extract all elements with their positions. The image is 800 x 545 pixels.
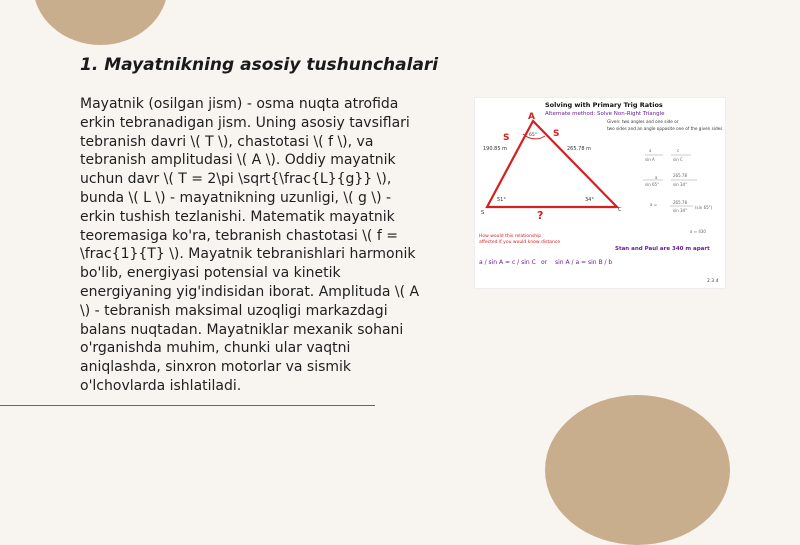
formula-1: a / sin A = c / sin C (479, 259, 536, 266)
formula-or: or (541, 259, 548, 266)
image-subheading: Alternate method: Solve Non-Right Triangle (545, 111, 665, 117)
decorative-circle-bottom (545, 395, 730, 545)
unknown-side-label: ? (537, 209, 544, 222)
worked-steps (643, 155, 697, 206)
note-line-2: affected if you would know distance (479, 240, 561, 245)
svg-text:265.78: 265.78 (673, 173, 687, 178)
image-given-line-2: two sides and an angle opposite one of the given sides (607, 126, 723, 131)
vertex-c-label: C (618, 207, 622, 213)
vertex-a-label: A (528, 112, 535, 122)
svg-text:(sin 65°): (sin 65°) (695, 205, 713, 210)
side-left-length: 190.85 m (483, 146, 507, 152)
svg-text:a ≈ 430: a ≈ 430 (690, 229, 706, 234)
svg-text:265.78: 265.78 (673, 200, 687, 205)
side-s-right-label: S (553, 129, 560, 139)
side-right-length: 265.78 m (567, 146, 591, 152)
slide-body-text: Mayatnik (osilgan jism) - osma nuqta atrofida erkin tebranadigan jism. Uning asosiy tavsiflari tebranish davri \( T \), chastotasi \( f \), va tebranish amplitudasi \( A \). Oddiy mayatnik uchun davr \( T = 2\pi \sqrt{\frac{L}{g}} \), bunda \( L \) - mayatnikning uzunligi, \( g \) - erkin tushish tezlanishi. Matematik mayatnik teoremasiga ko'ra, tebranish chastotasi \( f = \frac{1}{T} \). Mayatnik tebranishlari harmonik bo'lib, energiyasi potensial va kinetik energiyaning yig'indisidan iborat. Amplituda \( A \) - tebranish maksimal uzoqligi markazdagi balans nuqtadan. Mayatniklar mexanik sohani o'rganishda muhim, chunki ular vaqtni aniqlashda, sinxron motorlar va sismik o'lchovlarda ishlatiladi. (80, 96, 420, 394)
svg-text:c: c (677, 148, 680, 153)
angle-top-label: 65° (529, 133, 537, 138)
vertex-b-label: S (481, 210, 485, 216)
image-given-line-1: Given: two angles and one side or (607, 119, 679, 124)
svg-text:sin C: sin C (673, 157, 683, 162)
angle-right-label: 34° (585, 197, 594, 203)
svg-text:sin 34°: sin 34° (673, 182, 688, 187)
svg-text:a: a (655, 175, 658, 180)
note-line-1: How would this relationship (479, 234, 542, 239)
worked-step-marks (645, 148, 713, 234)
slide-code: 2.3.4 (707, 279, 719, 284)
side-s-left-label: S (503, 133, 510, 143)
decorative-circle-top (33, 0, 168, 45)
slide-title: 1. Mayatnikning asosiy tushunchalari (80, 55, 439, 75)
trig-diagram-image (475, 98, 725, 288)
image-heading: Solving with Primary Trig Ratios (545, 101, 663, 109)
svg-text:sin 34°: sin 34° (673, 208, 688, 213)
svg-text:sin 65°: sin 65° (645, 182, 660, 187)
angle-left-label: 51° (497, 197, 506, 203)
divider-line (0, 405, 375, 406)
svg-text:sin A: sin A (645, 157, 655, 162)
svg-text:a =: a = (650, 202, 658, 207)
formula-2: sin A / a = sin B / b (555, 259, 613, 266)
apart-note: Stan and Paul are 340 m apart (615, 246, 710, 252)
svg-text:a: a (649, 148, 652, 153)
